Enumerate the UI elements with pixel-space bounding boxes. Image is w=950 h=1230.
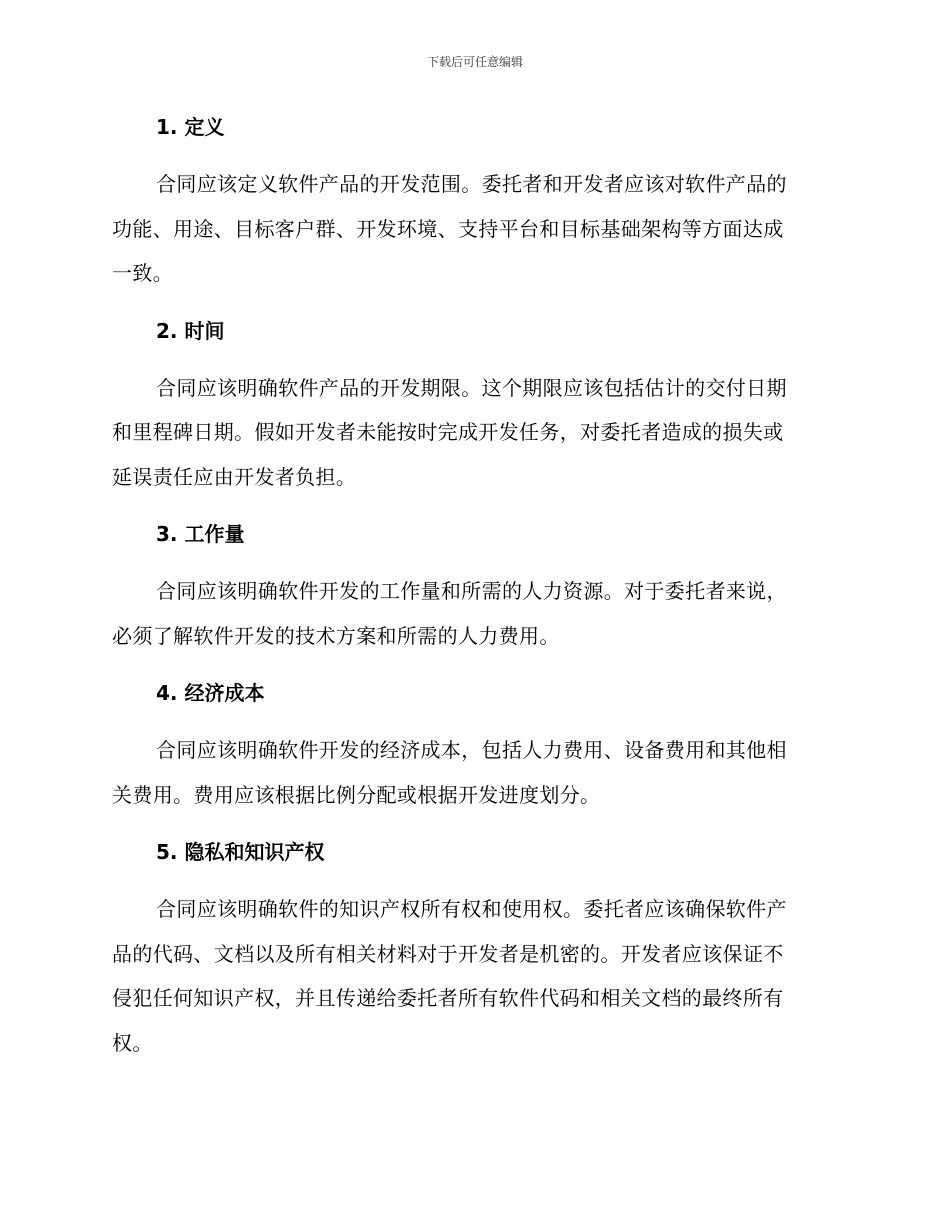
paragraph-line: 权。 [112,1030,153,1055]
section-heading: 4. 经济成本 [156,681,265,705]
paragraph-line: 合同应该明确软件开发的经济成本，包括人力费用、设备费用和其他相 [156,738,787,762]
section-paragraph [112,366,832,500]
section-time [112,316,832,500]
paragraph-line: 品的代码、文档以及所有相关材料对于开发者是机密的。开发者应该保证不 [112,941,784,966]
section-heading: 1. 定义 [156,115,225,139]
paragraph-line: 合同应该明确软件产品的开发期限。这个期限应该包括估计的交付日期 [156,375,787,400]
paragraph-line: 合同应该明确软件开发的工作量和所需的人力资源。对于委托者来说， [156,579,787,603]
section-heading: 5. 隐私和知识产权 [156,840,325,864]
paragraph-line: 功能、用途、目标客户群、开发环境、支持平台和目标基础架构等方面达成 [112,216,784,241]
section-heading: 2. 时间 [156,318,225,343]
section-paragraph [112,728,832,817]
paragraph-line: 合同应该定义软件产品的开发范围。委托者和开发者应该对软件产品的 [156,172,787,196]
section-workload [112,519,832,658]
section-paragraph [112,569,832,658]
section-paragraph [112,887,832,1065]
paragraph-line: 关费用。费用应该根据比例分配或根据开发进度划分。 [112,782,601,807]
section-privacy-ip [112,837,832,1065]
section-paragraph [112,162,832,296]
paragraph-line: 必须了解软件开发的技术方案和所需的人力费用。 [112,623,560,648]
paragraph-line: 侵犯任何知识产权，并且传递给委托者所有软件代码和相关文档的最终所有 [112,986,784,1010]
document-body [112,112,832,1085]
section-economic-cost [112,678,832,817]
section-heading: 3. 工作量 [156,522,245,546]
paragraph-line: 延误责任应由开发者负担。 [112,464,357,489]
section-definition [112,112,832,296]
paragraph-line: 和里程碑日期。假如开发者未能按时完成开发任务，对委托者造成的损失或 [112,420,784,444]
paragraph-line: 合同应该明确软件的知识产权所有权和使用权。委托者应该确保软件产 [156,897,787,921]
page-header: 下载后可任意编辑 [426,55,523,69]
paragraph-line: 一致。 [112,261,174,285]
